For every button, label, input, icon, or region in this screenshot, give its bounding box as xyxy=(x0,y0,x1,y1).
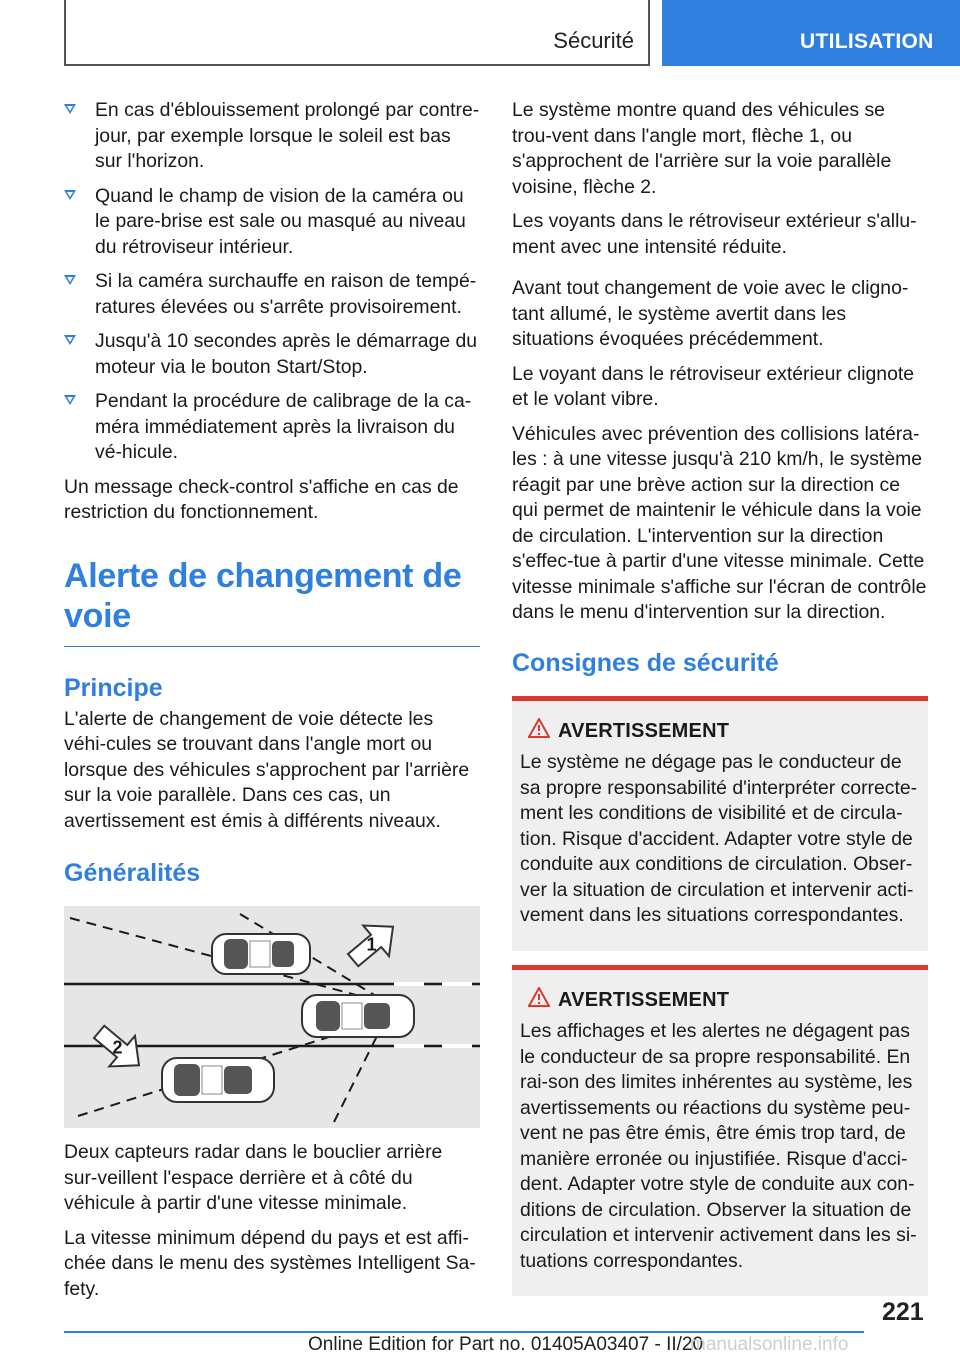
section-heading: Alerte de changement de voie xyxy=(64,556,480,647)
list-item xyxy=(64,184,480,261)
chapter-title: UTILISATION xyxy=(800,30,934,53)
triangle-bullet-icon xyxy=(64,190,76,200)
system-text-3: Avant tout changement de voie avec le cligno-tant allumé, le système avertit dans les situations évoquées précédemment. xyxy=(512,277,909,350)
page-number: 221 xyxy=(882,1298,924,1326)
triangle-bullet-icon xyxy=(64,275,76,285)
car-middle-icon xyxy=(302,995,414,1037)
header-section-box xyxy=(64,0,650,66)
list-item-text: En cas d'éblouissement prolongé par contre-jour, par exemple lorsque le soleil est bas sur l'horizon. xyxy=(95,99,480,172)
triangle-bullet-icon xyxy=(64,335,76,345)
restriction-note: Un message check-control s'affiche en cas de restriction du fonctionnement. xyxy=(64,475,459,523)
warning-triangle-icon xyxy=(528,987,550,1007)
footer-divider xyxy=(64,1331,864,1333)
list-item xyxy=(64,269,480,320)
list-item-text: Si la caméra surchauffe en raison de tempé-ratures élevées ou s'arrête provisoirement. xyxy=(95,270,477,318)
watermark-text: manualsonline.info xyxy=(690,1334,849,1355)
warning-title xyxy=(520,988,920,1014)
lane-change-figure xyxy=(64,906,480,1128)
list-item-text: Jusqu'à 10 secondes après le démarrage du moteur via le bouton Start/Stop. xyxy=(95,330,478,378)
list-item-text: Pendant la procédure de calibrage de la ca-méra immédiatement après la livraison du vé-hicule. xyxy=(95,390,472,463)
list-item xyxy=(64,98,480,175)
warning-text: Les affichages et les alertes ne dégagent pas le conducteur de sa propre responsabilité. En rai-son des limites inhérentes au système, les avertissements ou réactions du système peu-vent ne pas être émis, être émis trop tard, de manière erronée ou injustifiée. Risque d'acci-dent. Adapter votre style de conduite aux con-ditions de circulation. Observer la situation de circulation et intervenir activement dans les si-tuations correspondantes. xyxy=(520,1020,917,1272)
triangle-bullet-icon xyxy=(64,395,76,405)
triangle-bullet-icon xyxy=(64,104,76,114)
warning-box xyxy=(512,965,928,1297)
left-column xyxy=(64,98,480,1311)
system-text-4: Le voyant dans le rétroviseur extérieur clignote et le volant vibre. xyxy=(512,362,915,410)
chapter-tab xyxy=(662,0,960,66)
edition-text: Online Edition for Part no. 01405A03407 - II/20 xyxy=(308,1334,704,1355)
warning-title-text: AVERTISSEMENT xyxy=(558,719,730,742)
arrow-2-icon xyxy=(86,1017,152,1081)
system-text-5: Véhicules avec prévention des collisions latéra-les : à une vitesse jusqu'à 210 km/h, le système réagit par une brève action sur la direction ce qui permet de maintenir le véhicule dans la voie de circulation. L'intervention sur la direction s'effec-tue à partir d'une vitesse minimale. Cette vitesse minimale s'affiche sur l'écran de contrôle dans le menu d'intervention sur la direction. xyxy=(512,422,927,623)
lane-diagram xyxy=(64,906,480,1128)
warning-title-text: AVERTISSEMENT xyxy=(558,988,730,1011)
right-column xyxy=(512,98,928,1310)
generalites-heading: Généralités xyxy=(64,859,201,887)
min-speed-text: La vitesse minimum dépend du pays et est affi-chée dans le menu des systèmes Intelligent Sa-fety. xyxy=(64,1226,476,1300)
arrow-2-label: 2 xyxy=(112,1037,123,1058)
warning-box xyxy=(512,696,928,951)
consignes-heading: Consignes de sécurité xyxy=(512,648,779,677)
list-item xyxy=(64,389,480,466)
car-top-icon xyxy=(212,934,310,974)
principe-heading: Principe xyxy=(64,673,163,702)
list-item xyxy=(64,329,480,380)
arrow-1-label: 1 xyxy=(366,934,377,955)
system-text-1: Le système montre quand des véhicules se trou-vent dans l'angle mort, flèche 1, ou s'approchent de l'arrière sur la voie parallèle voisine, flèche 2. xyxy=(512,99,892,198)
warning-text: Le système ne dégage pas le conducteur de sa propre responsabilité d'interpréter correcte-ment les conditions de visibilité et de circula-tion. Risque d'accident. Adapter votre style de conduite aux conditions de circulation. Obser-ver la situation de circulation et intervenir acti-vement dans les situations correspondantes. xyxy=(520,751,918,926)
arrow-1-icon xyxy=(340,911,406,975)
section-title: Sécurité xyxy=(553,28,634,53)
principe-text: L'alerte de changement de voie détecte les véhi-cules se trouvant dans l'angle mort ou lorsque des véhicules s'approchent par l'arrière sur la voie parallèle. Dans ces cas, un avertissement est émis à différents niveaux. xyxy=(64,707,470,832)
list-item-text: Quand le champ de vision de la caméra ou le pare-brise est sale ou masqué au niveau du rétroviseur intérieur. xyxy=(95,184,466,258)
radar-text: Deux capteurs radar dans le bouclier arrière sur-veillent l'espace derrière et à côté du véhicule à partir d'une vitesse minimale. xyxy=(64,1141,443,1214)
warning-triangle-icon xyxy=(528,718,550,738)
warning-title xyxy=(520,719,920,745)
car-bottom-icon xyxy=(162,1058,274,1102)
system-text-2: Les voyants dans le rétroviseur extérieur s'allu-ment avec une intensité réduite. xyxy=(512,210,917,258)
